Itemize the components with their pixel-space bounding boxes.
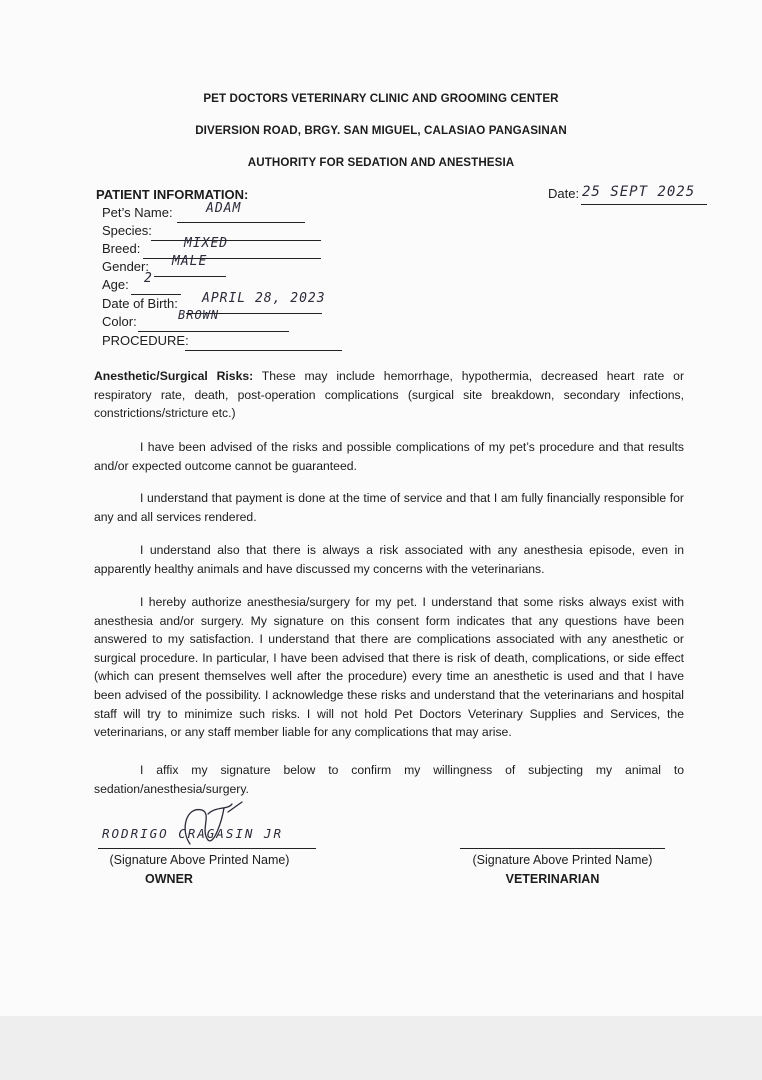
field-label: Age: [102, 277, 129, 292]
field-label: Gender: [102, 259, 149, 274]
field-value: 2 [144, 271, 153, 286]
patient-info-heading: PATIENT INFORMATION: [96, 187, 249, 202]
date-label: Date: [548, 186, 580, 201]
clinic-name: PET DOCTORS VETERINARY CLINIC AND GROOMING CENTER [203, 92, 559, 105]
field-color [102, 308, 297, 332]
paragraph-advised: I have been advised of the risks and possible complications of my pet’s procedure and that results and/or expected outcome cannot be guaranteed. [94, 440, 684, 473]
date-value: 25 SEPT 2025 [582, 184, 696, 200]
field-label: PROCEDURE: [102, 333, 189, 348]
date-field [548, 186, 718, 206]
field-value: MALE [172, 254, 208, 269]
field-label: Breed: [102, 241, 141, 256]
field-value: APRIL 28, 2023 [202, 291, 326, 306]
vet-role-label: VETERINARIAN [505, 872, 600, 886]
form-title: AUTHORITY FOR SEDATION AND ANESTHESIA [247, 156, 515, 169]
owner-role-label: OWNER [145, 872, 193, 886]
vet-signature-line [460, 848, 665, 849]
paragraph-affix-signature: I affix my signature below to confirm my willingness of subjecting my animal to sedation/anesthesia/surgery. [94, 763, 684, 796]
field-value: BROWN [178, 308, 220, 322]
field-label: Color: [102, 314, 137, 329]
owner-signature-caption: (Signature Above Printed Name) [109, 853, 290, 867]
field-age [102, 271, 187, 295]
paragraph-risk-awareness: I understand also that there is always a risk associated with any anesthesia episode, even in apparently healthy animals and have discussed my concerns with the veterinarians. [94, 543, 684, 576]
field-value: ADAM [206, 201, 242, 216]
owner-printed-name: RODRIGO CRAGASIN JR [102, 826, 283, 841]
owner-signature-line [98, 848, 316, 849]
paragraph-authorization: I hereby authorize anesthesia/surgery for my pet. I understand that some risks always exist with anesthesia and/or surgery. My signature on this consent form indicates that any questions have been answered to my satisfaction. I understand that there are complications associated with any anesthetic or surgical procedure. In particular, I have been advised that there is risk of death, complications, or side effect (which can present themselves well after the procedure) every time an anesthetic is used and that I have been advised of the possibility. I acknowledge these risks and understand that the veterinarians and hospital staff will try to minimize such risks. I will not hold Pet Doctors Veterinary Supplies and Services, the veterinarians, or any staff member liable for any complications that may arise. [94, 595, 684, 740]
field-pets-name [102, 201, 312, 223]
field-value: MIXED [184, 236, 229, 251]
risks-paragraph [94, 367, 684, 423]
risks-label: Anesthetic/Surgical Risks: [94, 369, 254, 383]
vet-signature-caption: (Signature Above Printed Name) [472, 853, 653, 867]
owner-signature-mark [150, 800, 270, 850]
field-breed [102, 236, 327, 259]
paragraph-payment: I understand that payment is done at the time of service and that I am fully financially responsible for any and all services rendered. [94, 491, 684, 524]
field-label: Pet’s Name: [102, 205, 173, 220]
scan-bottom-edge [0, 1016, 762, 1080]
field-label: Species: [102, 223, 152, 238]
risks-text: These may include hemorrhage, hypothermia, decreased heart rate or respiratory rate, death, post-operation complications (surgical site breakdown, secondary infections, constrictions/stricture etc.) [94, 369, 684, 421]
field-procedure [102, 333, 347, 351]
field-label: Date of Birth: [102, 296, 178, 311]
clinic-address: DIVERSION ROAD, BRGY. SAN MIGUEL, CALASIAO PANGASINAN [195, 124, 567, 137]
field-gender [102, 254, 232, 277]
